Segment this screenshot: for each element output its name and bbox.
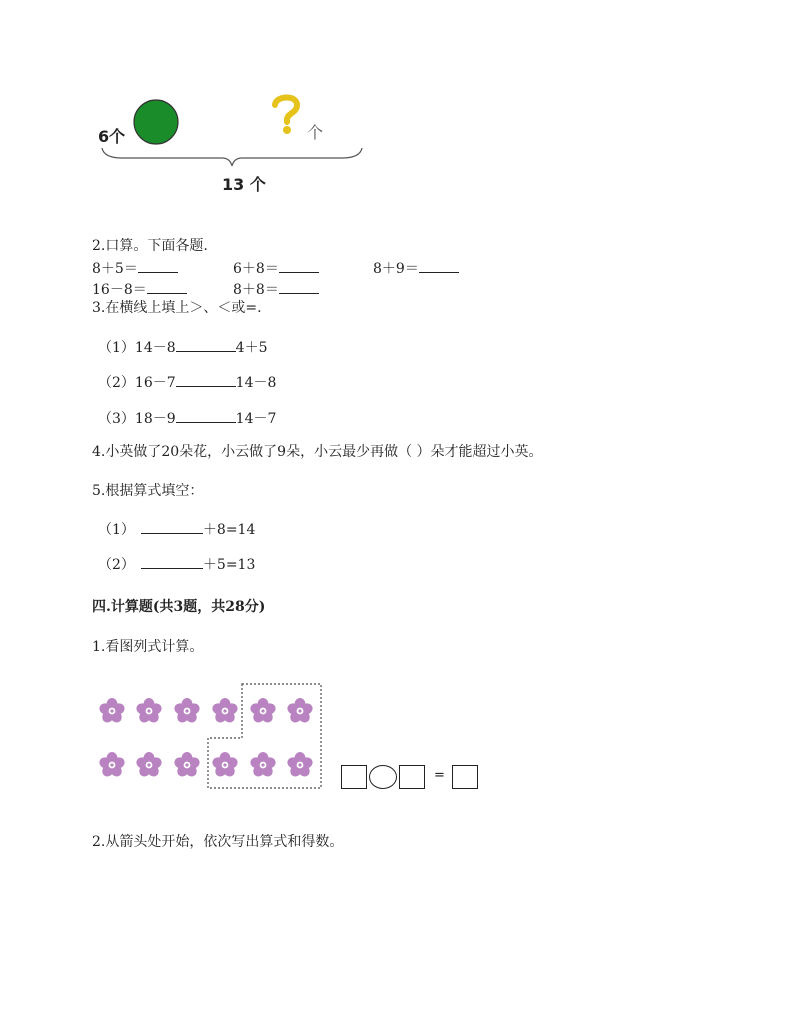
q5-item: （2） ＋5=13: [98, 554, 255, 574]
answer-blank[interactable]: [279, 279, 319, 294]
compare-blank[interactable]: [176, 408, 236, 423]
operator-circle[interactable]: [369, 765, 397, 789]
q2-item: 8＋9＝: [373, 258, 459, 278]
q2-item: 6＋8＝: [233, 258, 319, 278]
unknown-count-unit: 个: [307, 123, 324, 142]
flower-icon: [211, 698, 239, 725]
ball-icon: [132, 98, 180, 146]
flower-icon: [98, 752, 126, 779]
compare-blank[interactable]: [176, 372, 236, 387]
six-count-label: 6个: [98, 127, 126, 146]
q2-item: 8＋8＝: [233, 279, 319, 299]
flower-icon: [286, 752, 314, 779]
question-mark-icon: [266, 92, 306, 136]
total-count-label: 13 个: [222, 175, 266, 194]
q4-text: 4.小英做了20朵花，小云做了9朵，小云最少再做（ ）朵才能超过小英。: [92, 444, 543, 460]
answer-blank[interactable]: [138, 258, 178, 273]
q2-item: 8＋5＝: [92, 258, 178, 278]
flower-icon: [135, 752, 163, 779]
flower-figure: [92, 680, 332, 795]
equation-box-1[interactable]: [341, 765, 367, 789]
flower-icon: [173, 752, 201, 779]
fill-blank[interactable]: [141, 519, 203, 534]
flower-icon: [135, 698, 163, 725]
answer-blank[interactable]: [419, 258, 459, 273]
q3-item: （1）14－8 4＋5: [98, 337, 267, 357]
flower-icon: [249, 752, 277, 779]
q5-item: （1） ＋8=14: [98, 519, 255, 539]
q2-item: 16－8＝: [92, 279, 187, 299]
equation-result-box[interactable]: [452, 765, 478, 789]
q3-item: （2）16－7 14－8: [98, 372, 276, 392]
q2-title: 2.口算。下面各题.: [92, 238, 208, 254]
answer-blank[interactable]: [147, 279, 187, 294]
flower-icon: [173, 698, 201, 725]
flower-icon: [98, 698, 126, 725]
answer-blank[interactable]: [279, 258, 319, 273]
flower-icon: [211, 752, 239, 779]
flower-icon: [286, 698, 314, 725]
equals-sign: =: [434, 768, 445, 783]
equation-box-2[interactable]: [399, 765, 425, 789]
flower-icon: [249, 698, 277, 725]
q3-item: （3）18－9 14－7: [98, 408, 276, 428]
curly-brace: [100, 146, 365, 170]
fill-blank[interactable]: [141, 554, 203, 569]
compare-blank[interactable]: [176, 337, 236, 352]
s4-q2-title: 2.从箭头处开始，依次写出算式和得数。: [92, 834, 344, 850]
section-heading: 四.计算题(共3题，共28分): [92, 599, 266, 615]
s4-q1-title: 1.看图列式计算。: [92, 639, 204, 655]
q3-title: 3.在横线上填上＞、＜或=.: [92, 300, 262, 316]
q5-title: 5.根据算式填空：: [92, 483, 204, 499]
